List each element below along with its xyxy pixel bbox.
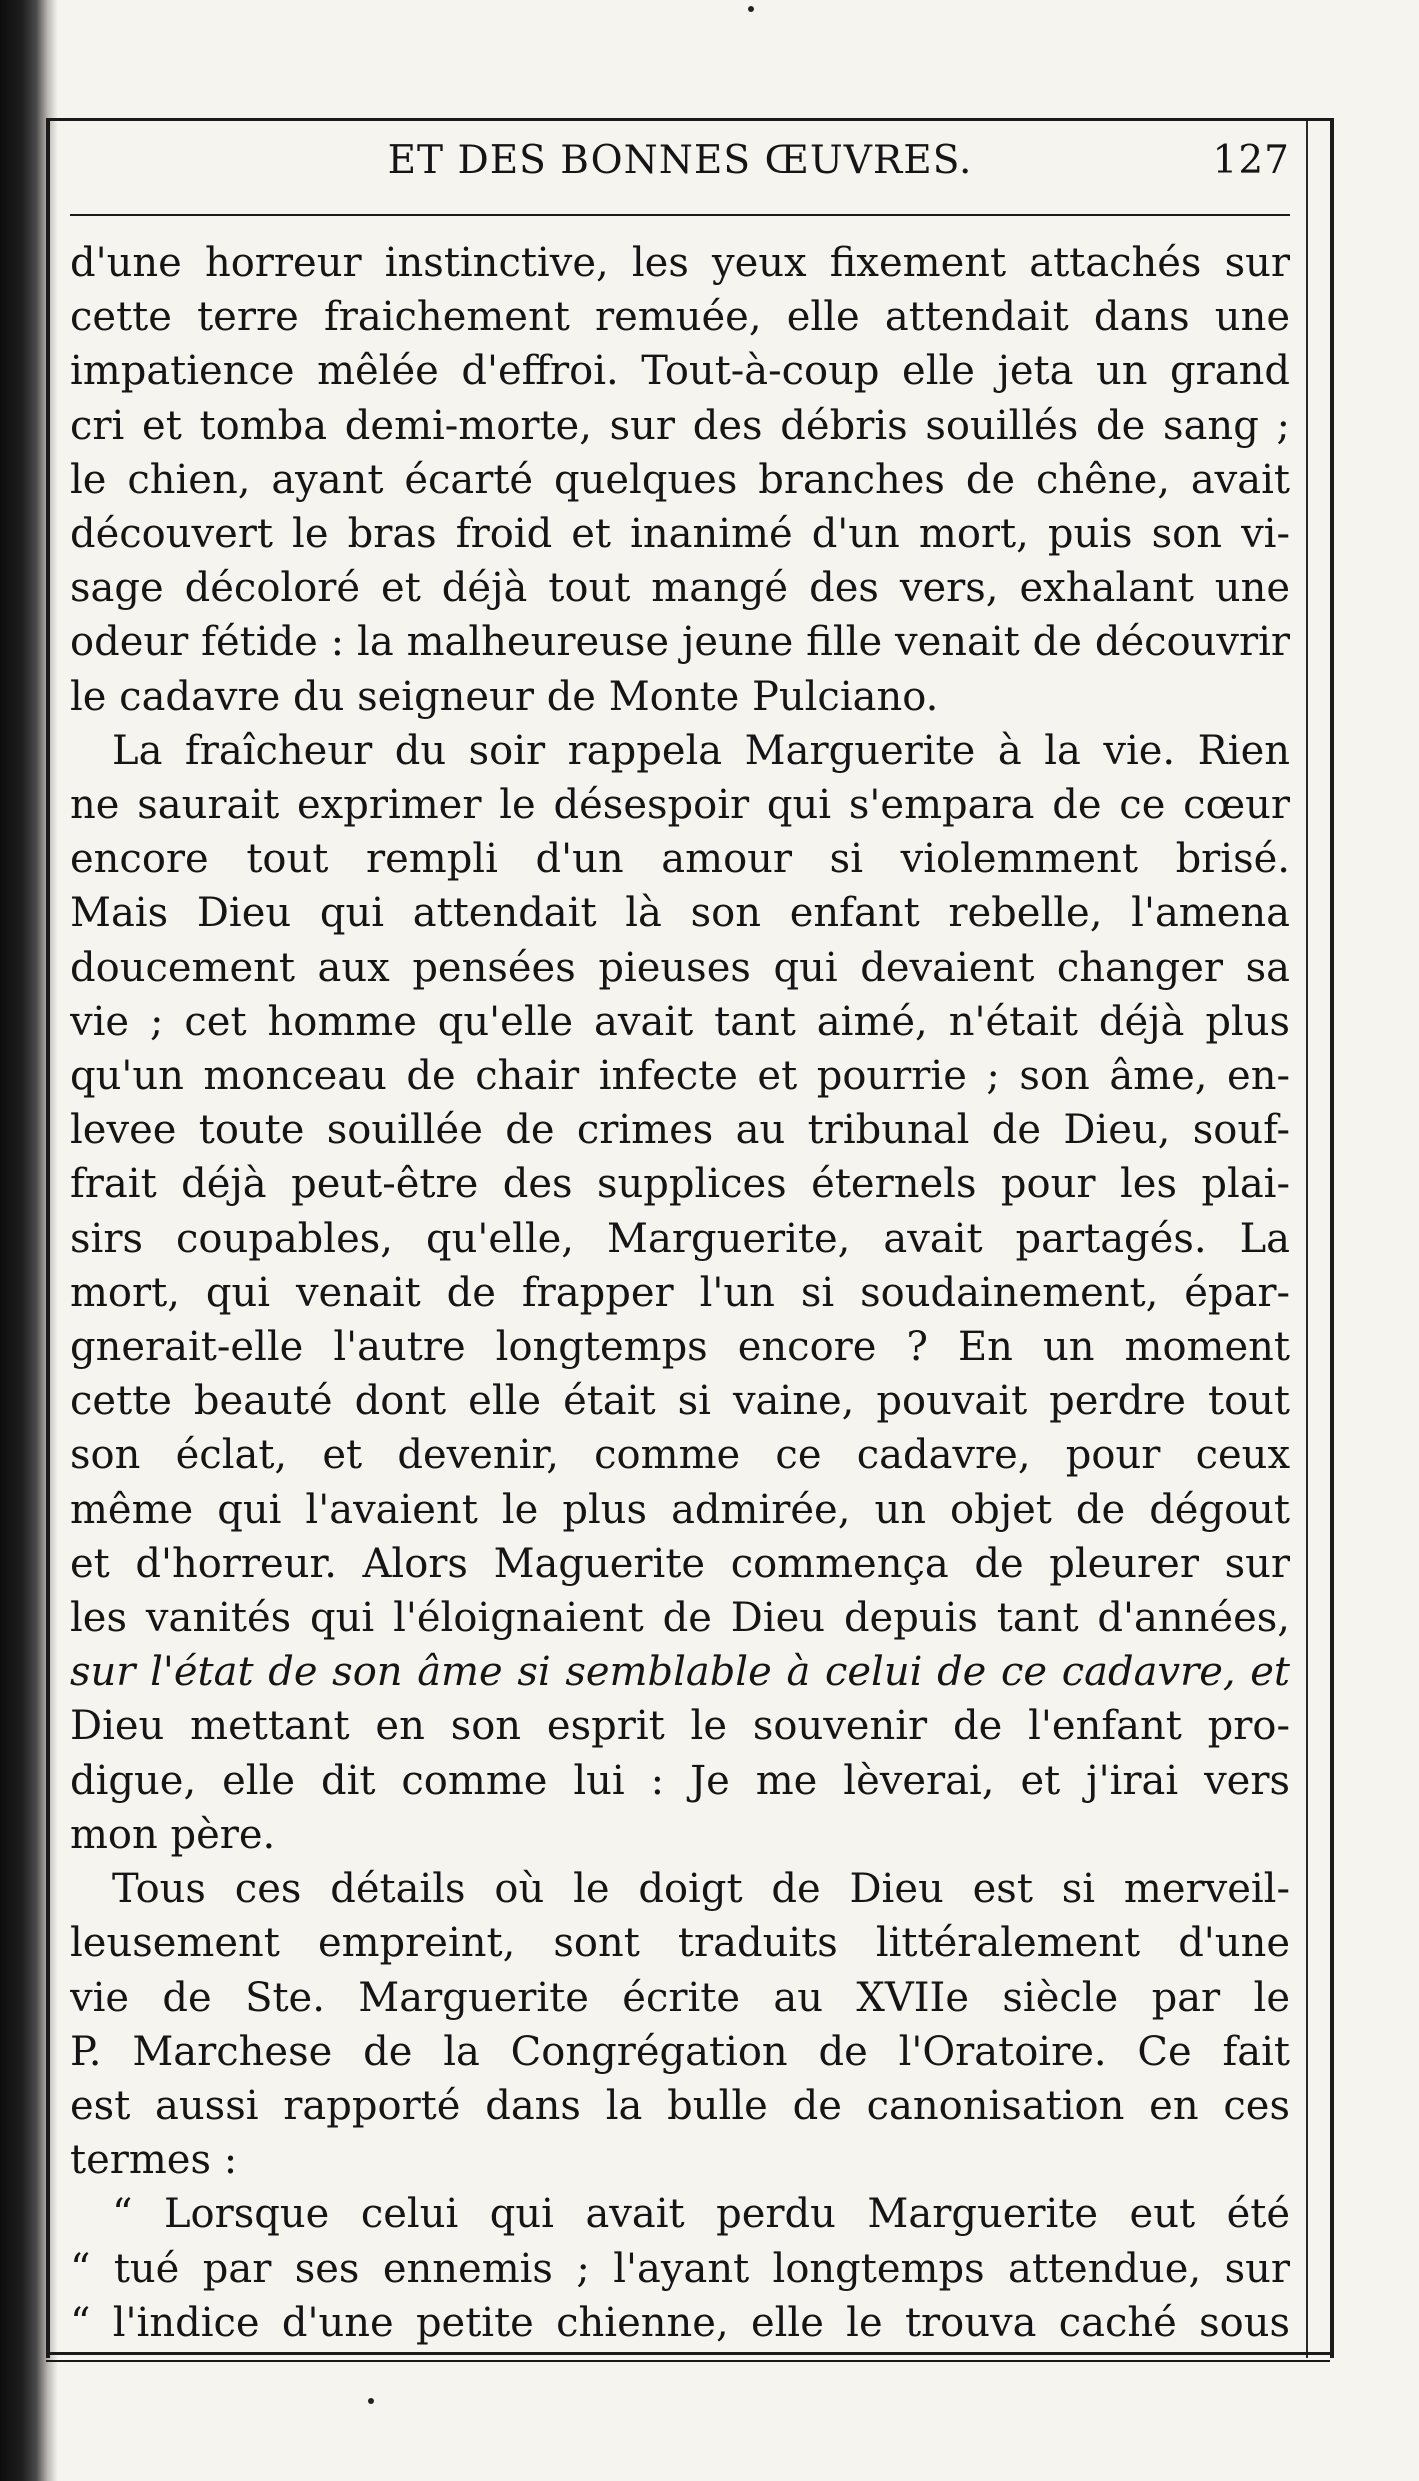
text-line: digue, elle dit comme lui : Je me lèverai, et j'irai vers <box>70 1757 1290 1804</box>
text-line: Dieu mettant en son esprit le souvenir de l'enfant pro- <box>70 1703 1290 1750</box>
text-line: sage décoloré et déjà tout mangé des vers, exhalant une <box>70 565 1290 612</box>
header-rule <box>70 214 1290 216</box>
text-line: cette terre fraichement remuée, elle attendait dans une <box>70 294 1290 341</box>
text-line: d'une horreur instinctive, les yeux fixement attachés sur <box>70 240 1290 286</box>
text-line: doucement aux pensées pieuses qui devaient changer sa <box>70 944 1290 991</box>
text-line: mort, qui venait de frapper l'un si soudainement, épar- <box>70 1269 1290 1316</box>
bottom-rule-2 <box>46 2360 1330 2362</box>
ink-speck <box>368 2398 374 2404</box>
text-line: et d'horreur. Alors Maguerite commença de pleurer sur <box>70 1540 1290 1587</box>
running-title: ET DES BONNES ŒUVRES. <box>387 138 973 183</box>
text-line-italic <box>70 1645 1290 1699</box>
text-line: les vanités qui l'éloignaient de Dieu depuis tant d'années, <box>70 1595 1290 1642</box>
frame-inner-rule <box>1306 118 1308 2358</box>
ink-speck <box>748 6 754 12</box>
text-line: le cadavre du seigneur de Monte Pulciano. <box>70 673 939 720</box>
bottom-rule <box>46 2352 1330 2355</box>
text-line: “ Lorsque celui qui avait perdu Marguerite eut été <box>112 2191 1290 2238</box>
text-line: ne saurait exprimer le désespoir qui s'empara de ce cœur <box>70 782 1290 829</box>
text-line: mon père. <box>70 1811 276 1858</box>
text-line: cri et tomba demi-morte, sur des débris souillés de sang ; <box>70 402 1290 449</box>
text-line: découvert le bras froid et inanimé d'un mort, puis son vi- <box>70 511 1290 558</box>
text-line: Tous ces détails où le doigt de Dieu est si merveil- <box>112 1866 1290 1913</box>
text-line: termes : <box>70 2137 238 2184</box>
body-text <box>70 236 1290 2350</box>
text-line: Mais Dieu qui attendait là son enfant rebelle, l'amena <box>70 890 1290 937</box>
text-line: “ tué par ses ennemis ; l'ayant longtemps attendue, sur <box>70 2245 1290 2292</box>
italic-phrase: sur l'état de son âme si semblable à celui de ce cadavre, et <box>70 1649 1290 1696</box>
top-rule <box>46 118 1330 121</box>
running-header <box>70 138 1290 198</box>
text-line: vie ; cet homme qu'elle avait tant aimé, n'était déjà plus <box>70 998 1290 1045</box>
text-line: son éclat, et devenir, comme ce cadavre, pour ceux <box>70 1432 1290 1479</box>
text-line: cette beauté dont elle était si vaine, pouvait perdre tout <box>70 1378 1290 1425</box>
page-number: 127 <box>1212 138 1290 183</box>
text-line: encore tout rempli d'un amour si violemment brisé. <box>70 836 1290 883</box>
text-line: impatience mêlée d'effroi. Tout-à-coup elle jeta un grand <box>70 348 1290 395</box>
text-line: odeur fétide : la malheureuse jeune fille venait de découvrir <box>70 619 1290 666</box>
text-line: P. Marchese de la Congrégation de l'Oratoire. Ce fait <box>70 2028 1290 2075</box>
text-line: La fraîcheur du soir rappela Marguerite à la vie. Rien <box>112 727 1290 774</box>
text-line: gnerait-elle l'autre longtemps encore ? En un moment <box>70 1324 1290 1371</box>
text-line: même qui l'avaient le plus admirée, un objet de dégout <box>70 1486 1290 1533</box>
text-line: frait déjà peut-être des supplices éternels pour les plai- <box>70 1161 1290 1208</box>
text-line: est aussi rapporté dans la bulle de canonisation en ces <box>70 2082 1290 2129</box>
text-line: levee toute souillée de crimes au tribunal de Dieu, souf- <box>70 1107 1290 1154</box>
text-line: vie de Ste. Marguerite écrite au XVIIe siècle par le <box>70 1974 1290 2021</box>
text-line: “ l'indice d'une petite chienne, elle le trouva caché sous <box>70 2299 1290 2346</box>
text-line: qu'un monceau de chair infecte et pourrie ; son âme, en- <box>70 1053 1290 1100</box>
text-line: le chien, ayant écarté quelques branches de chêne, avait <box>70 456 1290 503</box>
text-line: leusement empreint, sont traduits littéralement d'une <box>70 1920 1290 1967</box>
text-line: sirs coupables, qu'elle, Marguerite, avait partagés. La <box>70 1215 1290 1262</box>
